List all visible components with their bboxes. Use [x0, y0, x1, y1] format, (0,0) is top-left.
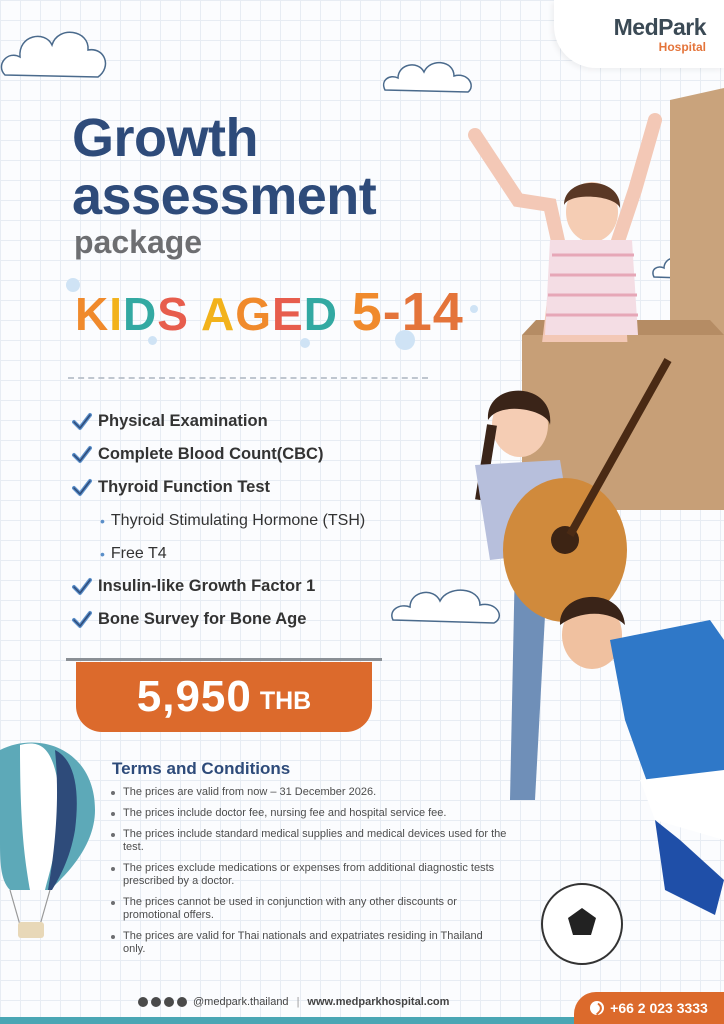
- title-line-2: assessment: [72, 166, 377, 226]
- brand-logo: MedPark: [613, 14, 706, 40]
- heading-letter: K: [75, 288, 110, 340]
- dashed-divider: [68, 377, 428, 379]
- kids-aged-heading: [75, 284, 464, 342]
- logo-tab: [554, 0, 724, 68]
- terms-list: [110, 786, 530, 964]
- hot-air-balloon-illustration: [0, 740, 100, 940]
- terms-item: The prices include doctor fee, nursing fee and hospital service fee.: [110, 807, 530, 820]
- title-line-1: Growth: [72, 108, 258, 168]
- footer-contacts: [138, 996, 449, 1008]
- list-item-label: Thyroid Stimulating Hormone (TSH): [110, 511, 366, 529]
- list-item: [72, 438, 452, 471]
- price-currency: THB: [259, 686, 312, 715]
- footer-separator: |: [296, 996, 300, 1008]
- price-divider: [66, 658, 382, 661]
- heading-letter: D: [303, 288, 338, 340]
- terms-item: The prices include standard medical supplies and medical devices used for the test.: [110, 828, 513, 854]
- heading-letter: E: [272, 288, 304, 340]
- list-item-label: Physical Examination: [98, 412, 268, 430]
- social-handle[interactable]: @medpark.thailand: [193, 996, 289, 1008]
- age-start: 5: [351, 282, 383, 342]
- bullet-icon: •: [100, 512, 105, 529]
- phone-number[interactable]: +66 2 023 3333: [610, 1000, 708, 1016]
- check-icon: [72, 412, 92, 432]
- check-icon: [72, 478, 92, 498]
- list-sub-item: [72, 537, 452, 570]
- list-item-label: Insulin-like Growth Factor 1: [98, 577, 316, 595]
- terms-item: The prices exclude medications or expenses from additional diagnostic tests prescribed by a doctor.: [110, 862, 533, 888]
- heading-letter: A: [201, 288, 236, 340]
- phone-tab[interactable]: [574, 992, 724, 1024]
- age-separator: -: [382, 282, 402, 342]
- list-item-label: Bone Survey for Bone Age: [98, 610, 307, 628]
- check-icon: [72, 577, 92, 597]
- title-line-3: package: [74, 224, 203, 260]
- heading-letter: D: [123, 288, 158, 340]
- price-amount: 5,950: [136, 672, 252, 721]
- heading-letter: [189, 288, 201, 340]
- list-sub-item: [72, 504, 452, 537]
- list-item-label: Free T4: [110, 544, 167, 562]
- terms-item: The prices are valid for Thai nationals and expatriates residing in Thailand only.: [110, 930, 493, 956]
- brand-subtitle: Hospital: [658, 40, 706, 54]
- check-icon: [72, 445, 92, 465]
- heading-letter: G: [235, 288, 273, 340]
- terms-title: Terms and Conditions: [112, 759, 291, 778]
- check-icon: [72, 610, 92, 630]
- cloud-left-illustration: [0, 5, 115, 95]
- list-item: [72, 405, 452, 438]
- heading-letter: I: [109, 288, 124, 340]
- terms-item: The prices cannot be used in conjunction with any other discounts or promotional offers.: [110, 896, 513, 922]
- phone-icon: [590, 1001, 604, 1015]
- list-item: [72, 603, 452, 636]
- social-icons[interactable]: [138, 997, 187, 1007]
- heading-letter: S: [157, 288, 189, 340]
- price-badge: [76, 662, 372, 732]
- terms-item: The prices are valid from now – 31 December 2026.: [110, 786, 530, 799]
- list-item: [72, 471, 452, 504]
- website-link[interactable]: www.medparkhospital.com: [307, 996, 450, 1008]
- list-item-label: Complete Blood Count(CBC): [98, 445, 324, 463]
- bullet-icon: •: [100, 545, 105, 562]
- age-end: 14: [401, 282, 464, 342]
- package-checklist: [72, 405, 452, 636]
- list-item-label: Thyroid Function Test: [98, 478, 271, 496]
- list-item: [72, 570, 452, 603]
